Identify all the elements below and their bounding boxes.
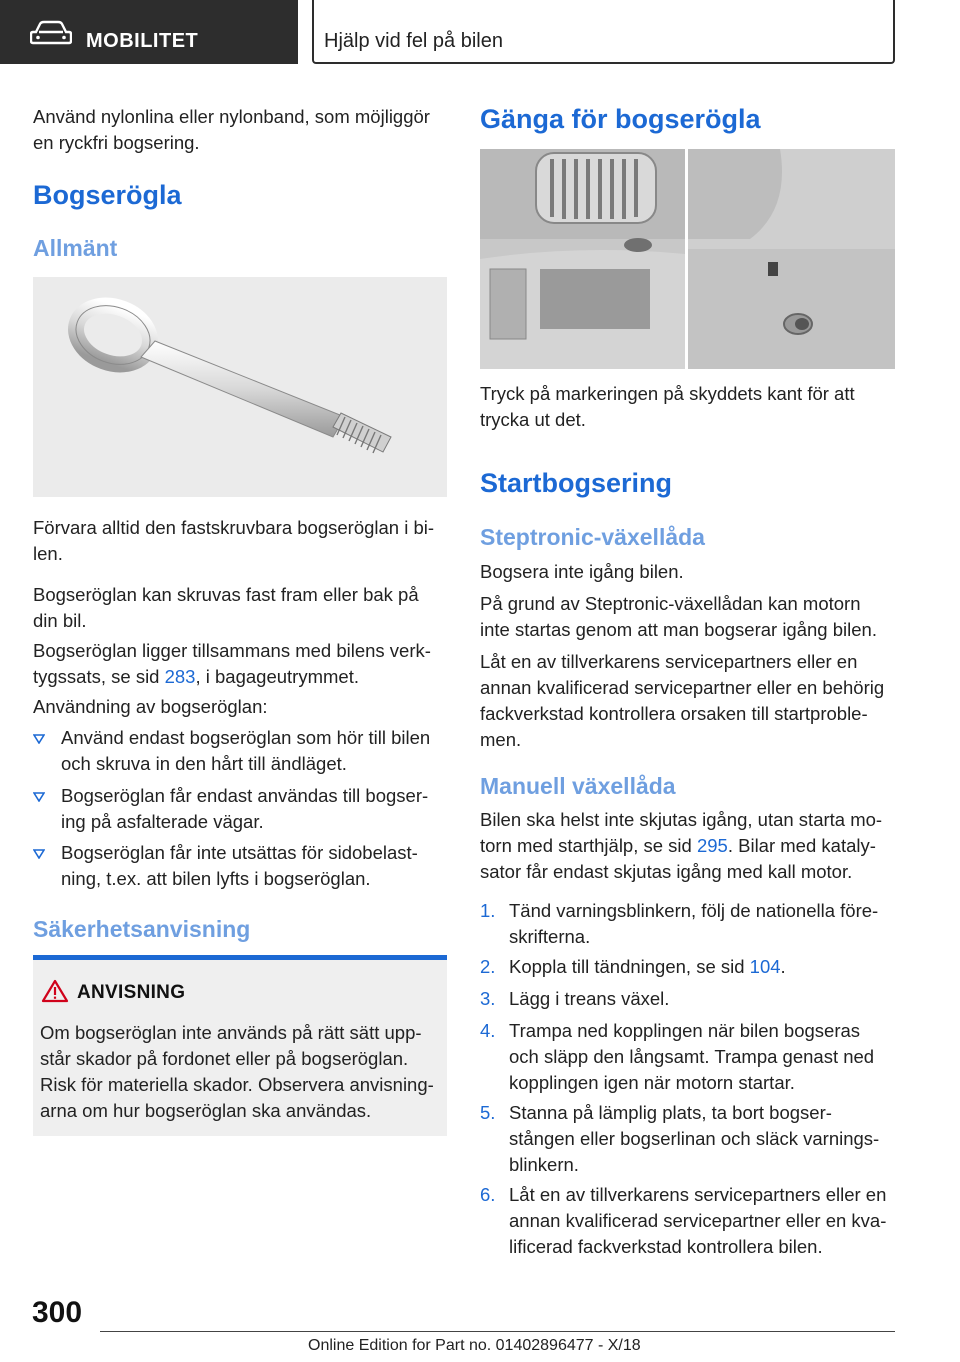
step-number: 3.: [480, 988, 496, 1009]
r-p4-line-1: Låt en av tillverkarens servicepartners eller en: [480, 651, 858, 672]
step-number: 2.: [480, 956, 496, 977]
step-number: 1.: [480, 900, 496, 921]
bullet-triangle-icon: [33, 849, 45, 859]
page-link-295[interactable]: 295: [696, 835, 728, 856]
heading-allmant: Allmänt: [33, 235, 118, 261]
heading-manuell: Manuell växellåda: [480, 773, 676, 799]
p2-line-1: Bogseröglan kan skruvas fast fram eller bak på: [33, 584, 419, 605]
r-p2: Bogsera inte igång bilen.: [480, 561, 684, 582]
warning-box: [33, 955, 447, 1136]
r-p5-line-1: Bilen ska helst inte skjutas igång, utan starta mo-: [480, 809, 883, 830]
step-number: 6.: [480, 1184, 496, 1205]
p1-line-2: len.: [33, 543, 63, 564]
r-p3-line-1: På grund av Steptronic-växellådan kan motorn: [480, 593, 861, 614]
step-number: 5.: [480, 1102, 496, 1123]
r-p5-line-3: sator får endast skjutas igång med kall motor.: [480, 861, 853, 882]
breadcrumb[interactable]: [312, 0, 895, 64]
r-p5-line-2: torn med starthjälp, se sid 295. Bilar med kataly-: [480, 835, 876, 856]
intro-line-2: en ryckfri bogsering.: [33, 132, 200, 153]
p2-line-2: din bil.: [33, 610, 87, 631]
bullet-triangle-icon: [33, 734, 45, 744]
r-p3-line-2: inte startas genom att man bogserar igång bilen.: [480, 619, 877, 640]
r-p4-line-2: annan kvalificerad servicepartner eller en behörig: [480, 677, 885, 698]
r-p4-line-4: men.: [480, 729, 522, 750]
p4: Användning av bogseröglan:: [33, 696, 268, 717]
heading-sakerhetsanvisning: Säkerhetsanvisning: [33, 916, 251, 942]
breadcrumb-title: Hjälp vid fel på bilen: [324, 30, 503, 52]
bullet-triangle-icon: [33, 792, 45, 802]
section-tab[interactable]: [0, 0, 298, 64]
heading-ganga: Gänga för bogserögla: [480, 104, 761, 134]
footer-edition: Online Edition for Part no. 01402896477 - X/18: [308, 1337, 641, 1354]
r-p4-line-3: fackverkstad kontrollera orsaken till startproble-: [480, 703, 868, 724]
bumper-cover-photos: [480, 149, 895, 369]
warning-title: ANVISNING: [77, 982, 186, 1003]
tow-eye-illustration: [33, 277, 447, 497]
car-icon: [30, 20, 72, 46]
warning-line-4: arna om hur bogseröglan ska användas.: [40, 1100, 372, 1121]
p3-line-2: tygssats, se sid 283, i bagageutrymmet.: [33, 666, 359, 687]
p1-line-1: Förvara alltid den fastskruvbara bogseröglan i bi-: [33, 517, 435, 538]
r-p1-line-1: Tryck på markeringen på skyddets kant för att: [480, 383, 855, 404]
page-number: 300: [32, 1296, 83, 1329]
page-link-104[interactable]: 104: [749, 956, 781, 977]
warning-triangle-icon: [41, 979, 69, 1003]
p3-line-1: Bogseröglan ligger tillsammans med bilens verk-: [33, 640, 431, 661]
footer-divider: [100, 1331, 895, 1332]
warning-line-1: Om bogseröglan inte används på rätt sätt upp-: [40, 1022, 422, 1043]
step-number: 4.: [480, 1020, 496, 1041]
heading-bogserogla: Bogserögla: [33, 180, 182, 210]
intro-line-1: Använd nylonlina eller nylonband, som möjliggör: [33, 106, 430, 127]
heading-steptronic: Steptronic-växellåda: [480, 524, 705, 550]
warning-line-3: Risk för materiella skador. Observera anvisning-: [40, 1074, 434, 1095]
r-p1-line-2: trycka ut det.: [480, 409, 586, 430]
page-link-283[interactable]: 283: [164, 666, 196, 687]
heading-startbogsering: Startbogsering: [480, 468, 673, 498]
section-label: MOBILITET: [86, 30, 199, 52]
warning-line-2: står skador på fordonet eller på bogseröglan.: [40, 1048, 409, 1069]
